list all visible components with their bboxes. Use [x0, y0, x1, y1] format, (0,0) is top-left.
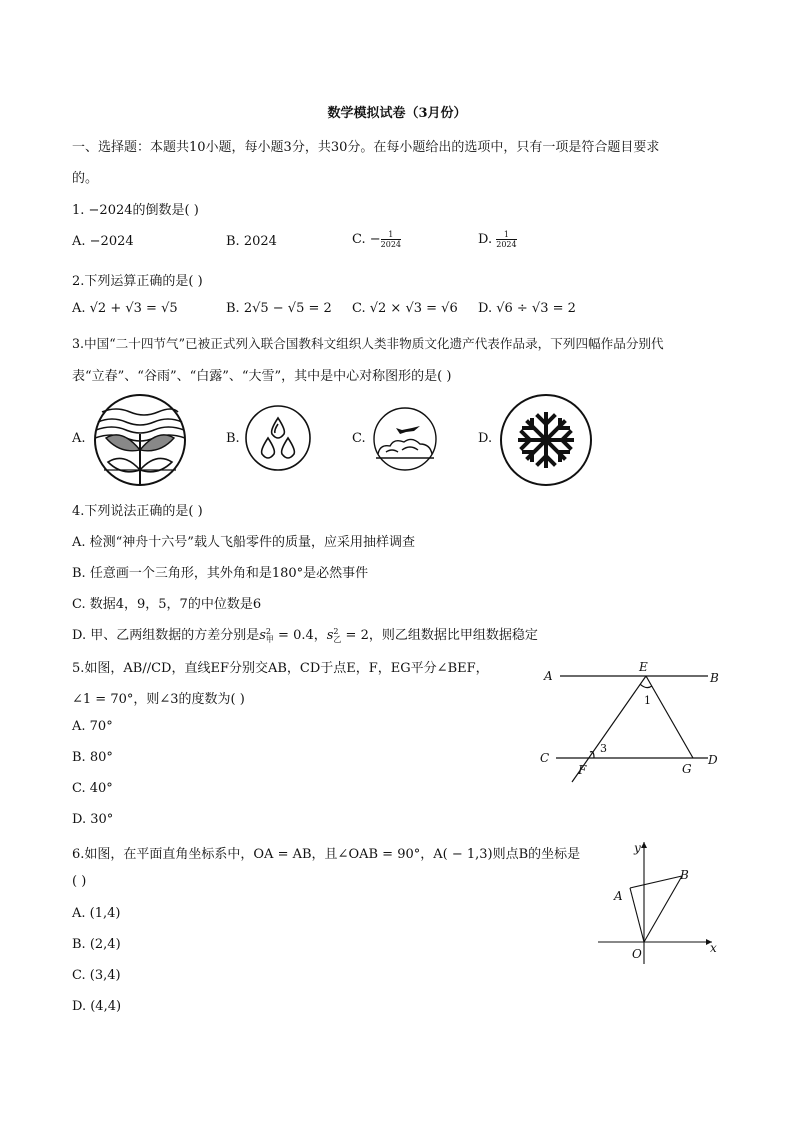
q4-option-a[interactable]: A. 检测“神舟十六号”载人飞船零件的质量，应采用抽样调查 — [72, 535, 415, 550]
variance-symbol-yi: s — [326, 628, 334, 643]
q4-stem: 4.下列说法正确的是( ) — [72, 504, 203, 519]
point-label-e: E — [639, 660, 648, 674]
point-label-g: G — [682, 762, 692, 776]
point-label-f: F — [578, 763, 587, 777]
q2-option-b[interactable]: B. 2√5 − √5 = 2 — [226, 301, 332, 316]
q4-option-d[interactable] — [72, 624, 538, 644]
q3-figure-d-snowflake-icon — [498, 392, 594, 488]
origin-label-o: O — [632, 947, 642, 961]
q1-option-d[interactable] — [478, 230, 517, 249]
q6-option-b[interactable]: B. (2,4) — [72, 937, 121, 952]
point-label-a: A — [544, 669, 553, 683]
q3-figure-c-bird-clouds-icon — [372, 406, 438, 472]
q1-option-d-fraction: $\frac{1}{2024}$ — [496, 230, 517, 249]
q1-option-b[interactable]: B. 2024 — [226, 234, 277, 249]
q3-option-c[interactable]: C. — [352, 431, 366, 446]
axis-label-x: x — [710, 941, 717, 955]
q4-option-c[interactable]: C. 数据4，9，5，7的中位数是6 — [72, 597, 262, 612]
point-label-d: D — [708, 753, 718, 767]
q6-stem: 6.如图，在平面直角坐标系中，OA = AB，且∠OAB = 90°，A( − 1,3)则点B的坐标是 — [72, 847, 581, 862]
q4-option-d-post: = 2，则乙组数据比甲组数据稳定 — [341, 628, 538, 643]
page-title: 数学模拟试卷（3月份） — [327, 106, 467, 121]
q4-option-b[interactable]: B. 任意画一个三角形，其外角和是180°是必然事件 — [72, 566, 369, 581]
q1-option-c[interactable] — [352, 230, 401, 249]
q5-option-c[interactable]: C. 40° — [72, 781, 113, 796]
q3-stem-cont: 表“立春”、“谷雨”、“白露”、“大雪”，其中是中心对称图形的是( ) — [72, 369, 452, 384]
q1-option-c-prefix: C. − — [352, 232, 381, 247]
q4-option-d-text: D. 甲、乙两组数据的方差分别是 — [72, 628, 260, 643]
variance-yi-scripts: 2 乙 — [333, 626, 342, 644]
q1-option-a[interactable]: A. −2024 — [72, 234, 134, 249]
segment-oa — [630, 888, 644, 942]
segment-ab — [630, 876, 682, 888]
q5-stem: 5.如图，AB//CD，直线EF分别交AB，CD于点E，F，EG平分∠BEF， — [72, 661, 489, 676]
q6-option-d[interactable]: D. (4,4) — [72, 999, 122, 1014]
angle-label-3: 3 — [600, 742, 607, 755]
q2-option-d[interactable]: D. √6 ÷ √3 = 2 — [478, 301, 576, 316]
q3-option-a[interactable]: A. — [72, 431, 86, 446]
q3-option-b[interactable]: B. — [226, 431, 240, 446]
variance-jia-scripts: 2 甲 — [265, 626, 274, 644]
angle-1-arc — [640, 684, 652, 688]
q4-option-d-mid: = 0.4， — [273, 628, 327, 643]
q3-stem: 3.中国“二十四节气”已被正式列入联合国教科文组织人类非物质文化遗产代表作品录，下列四幅作品分别代 — [72, 336, 664, 351]
variance-symbol-jia: s — [259, 628, 266, 643]
segment-ob — [644, 876, 682, 942]
q5-geometry-figure — [536, 656, 726, 786]
q3-figure-a-spring-icon — [92, 392, 188, 488]
section-header: 一、选择题：本题共10小题，每小题3分，共30分。在每小题给出的选项中，只有一项是符合题目要求 — [72, 140, 660, 155]
point-label-b: B — [710, 671, 719, 685]
q5-option-d[interactable]: D. 30° — [72, 812, 114, 827]
q6-stem-cont: ( ) — [72, 874, 87, 889]
q2-option-a[interactable]: A. √2 + √3 = √5 — [72, 301, 178, 316]
point-label-a: A — [614, 889, 623, 903]
q5-option-b[interactable]: B. 80° — [72, 750, 113, 765]
q1-option-d-prefix: D. — [478, 232, 497, 247]
q1-stem: 1. −2024的倒数是( ) — [72, 203, 199, 218]
q6-coordinate-figure — [594, 836, 724, 966]
angle-label-1: 1 — [644, 694, 651, 707]
section-header-cont: 的。 — [72, 171, 99, 186]
q6-option-a[interactable]: A. (1,4) — [72, 906, 121, 921]
point-label-b: B — [680, 868, 689, 882]
axis-label-y: y — [634, 841, 641, 855]
line-eg — [646, 676, 693, 758]
q2-option-c[interactable]: C. √2 × √3 = √6 — [352, 301, 458, 316]
q5-option-a[interactable]: A. 70° — [72, 719, 113, 734]
q1-option-c-fraction: $\frac{1}{2024}$ — [380, 230, 401, 249]
q3-figure-b-raindrops-icon — [244, 404, 312, 472]
y-axis-arrow — [641, 842, 647, 848]
point-label-c: C — [540, 751, 550, 765]
q6-option-c[interactable]: C. (3,4) — [72, 968, 121, 983]
q2-stem: 2.下列运算正确的是( ) — [72, 274, 203, 289]
q3-option-d[interactable]: D. — [478, 431, 493, 446]
q5-stem-cont: ∠1 = 70°，则∠3的度数为( ) — [72, 692, 245, 707]
